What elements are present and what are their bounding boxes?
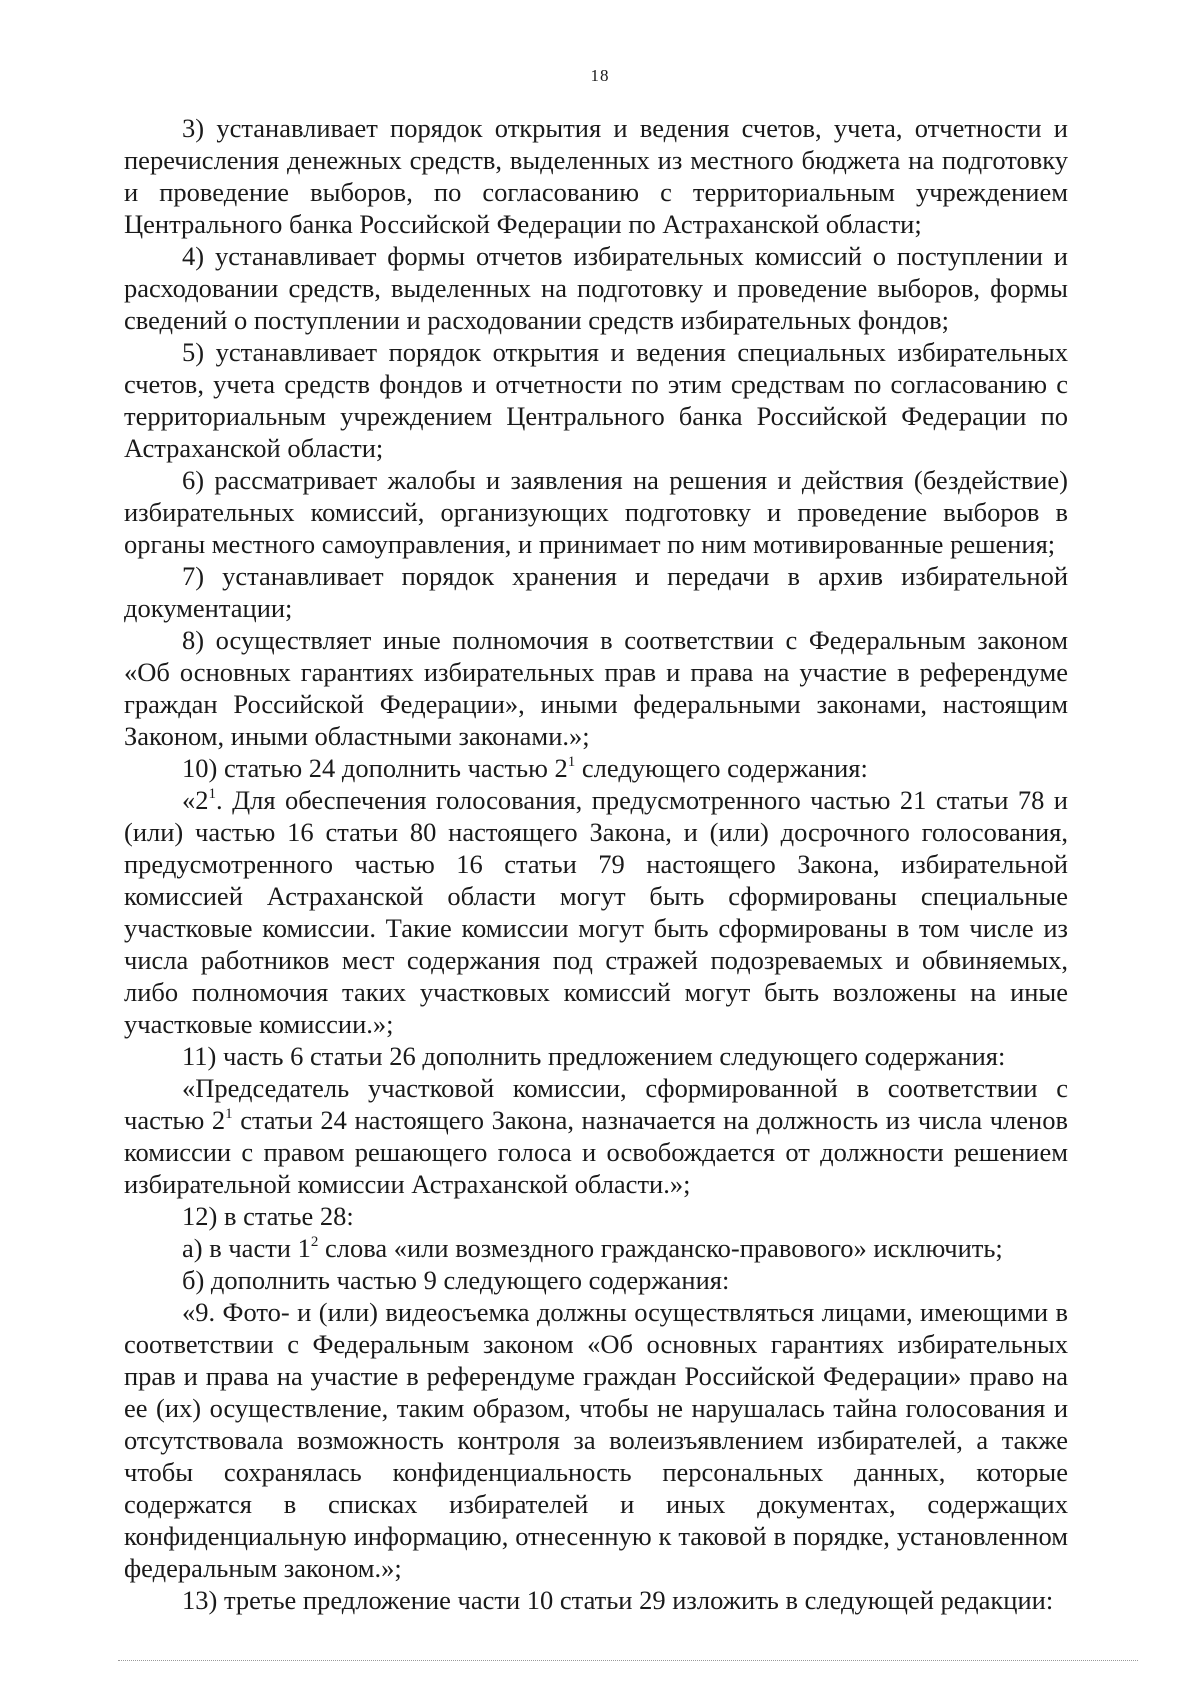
paragraph-item-4: 4) устанавливает формы отчетов избирательных комиссий о поступлении и расходовании средств, выделенных на подготовку и проведение выборов, формы сведений о поступлении и расходовании средств избирательных фондов; (124, 241, 1068, 335)
paragraph-text: слова «или возмездного гражданско-правового» исключить; (318, 1233, 1003, 1263)
paragraph-text: «2 (182, 785, 209, 815)
paragraph-item-8: 8) осуществляет иные полномочия в соответствии с Федеральным законом «Об основных гарантиях избирательных прав и права на участие в референдуме граждан Российской Федерации», иными федеральными законами, настоящим Законом, иными областными законами.»; (124, 625, 1068, 751)
paragraph-amendment-12a (124, 1232, 1068, 1264)
paragraph-part-2-1 (124, 784, 1068, 1040)
page-number: 18 (590, 66, 610, 85)
bottom-divider (118, 1660, 1138, 1661)
paragraph-text: статьи 24 настоящего Закона, назначается на должность из числа членов комиссии с правом решающего голоса и освобождается от должности решением избирательной комиссии Астраханской области.»; (124, 1105, 1068, 1199)
paragraph-text: «Председатель участковой комиссии, сформированной в соответствии с частью 2 (124, 1073, 1068, 1135)
paragraph-amendment-12b: б) дополнить частью 9 следующего содержания: (182, 1265, 730, 1295)
superscript-index: 1 (225, 1106, 233, 1122)
paragraph-text: 10) статью 24 дополнить частью 2 (182, 753, 568, 783)
paragraph-amendment-10 (124, 752, 1068, 784)
paragraph-item-7: 7) устанавливает порядок хранения и передачи в архив избирательной документации; (124, 561, 1068, 623)
paragraph-text: . Для обеспечения голосования, предусмотренного частью 21 статьи 78 и (или) частью 16 статьи 80 настоящего Закона, и (или) досрочного голосования, предусмотренного частью 16 статьи 79 настоящего Закона, избирательной комиссией Астраханской области могут быть сформированы специальные участковые комиссии. Такие комиссии могут быть сформированы в том числе из числа работников мест содержания под стражей подозреваемых и обвиняемых, либо полномочия таких участковых комиссий могут быть возложены на иные участковые комиссии.»; (124, 785, 1068, 1039)
paragraph-amendment-13: 13) третье предложение части 10 статьи 29 изложить в следующей редакции: (182, 1585, 1054, 1615)
paragraph-item-6: 6) рассматривает жалобы и заявления на решения и действия (бездействие) избирательных комиссий, организующих подготовку и проведение выборов в органы местного самоуправления, и принимает по ним мотивированные решения; (124, 465, 1068, 559)
paragraph-amendment-12: 12) в статье 28: (182, 1201, 354, 1231)
paragraph-text: а) в части 1 (182, 1233, 311, 1263)
paragraph-item-3: 3) устанавливает порядок открытия и ведения счетов, учета, отчетности и перечисления денежных средств, выделенных из местного бюджета на подготовку и проведение выборов, по согласованию с территориальным учреждением Центрального банка Российской Федерации по Астраханской области; (124, 113, 1068, 239)
paragraph-text: следующего содержания: (575, 753, 868, 783)
paragraph-amendment-11: 11) часть 6 статьи 26 дополнить предложением следующего содержания: (182, 1041, 1006, 1071)
superscript-index: 1 (567, 754, 576, 770)
paragraph-item-5: 5) устанавливает порядок открытия и ведения специальных избирательных счетов, учета средств фондов и отчетности по этим средствам по согласованию с территориальным учреждением Центрального банка Российской Федерации по Астраханской области; (124, 337, 1068, 463)
superscript-index: 2 (310, 1234, 319, 1250)
superscript-index: 1 (208, 786, 216, 802)
paragraph-part-9-quote: «9. Фото- и (или) видеосъемка должны осуществляться лицами, имеющими в соответствии с Федеральным законом «Об основных гарантиях избирательных прав и права на участие в референдуме граждан Российской Федерации» право на ее (их) осуществление, таким образом, чтобы не нарушалась тайна голосования и отсутствовала возможность контроля за волеизъявлением избирателей, а также чтобы сохранялась конфиденциальность персональных данных, которые содержатся в списках избирателей и иных документах, содержащих конфиденциальную информацию, отнесенную к таковой в порядке, установленном федеральным законом.»; (124, 1297, 1068, 1583)
paragraph-chairman-quote (124, 1072, 1068, 1200)
document-body (124, 112, 1068, 1616)
